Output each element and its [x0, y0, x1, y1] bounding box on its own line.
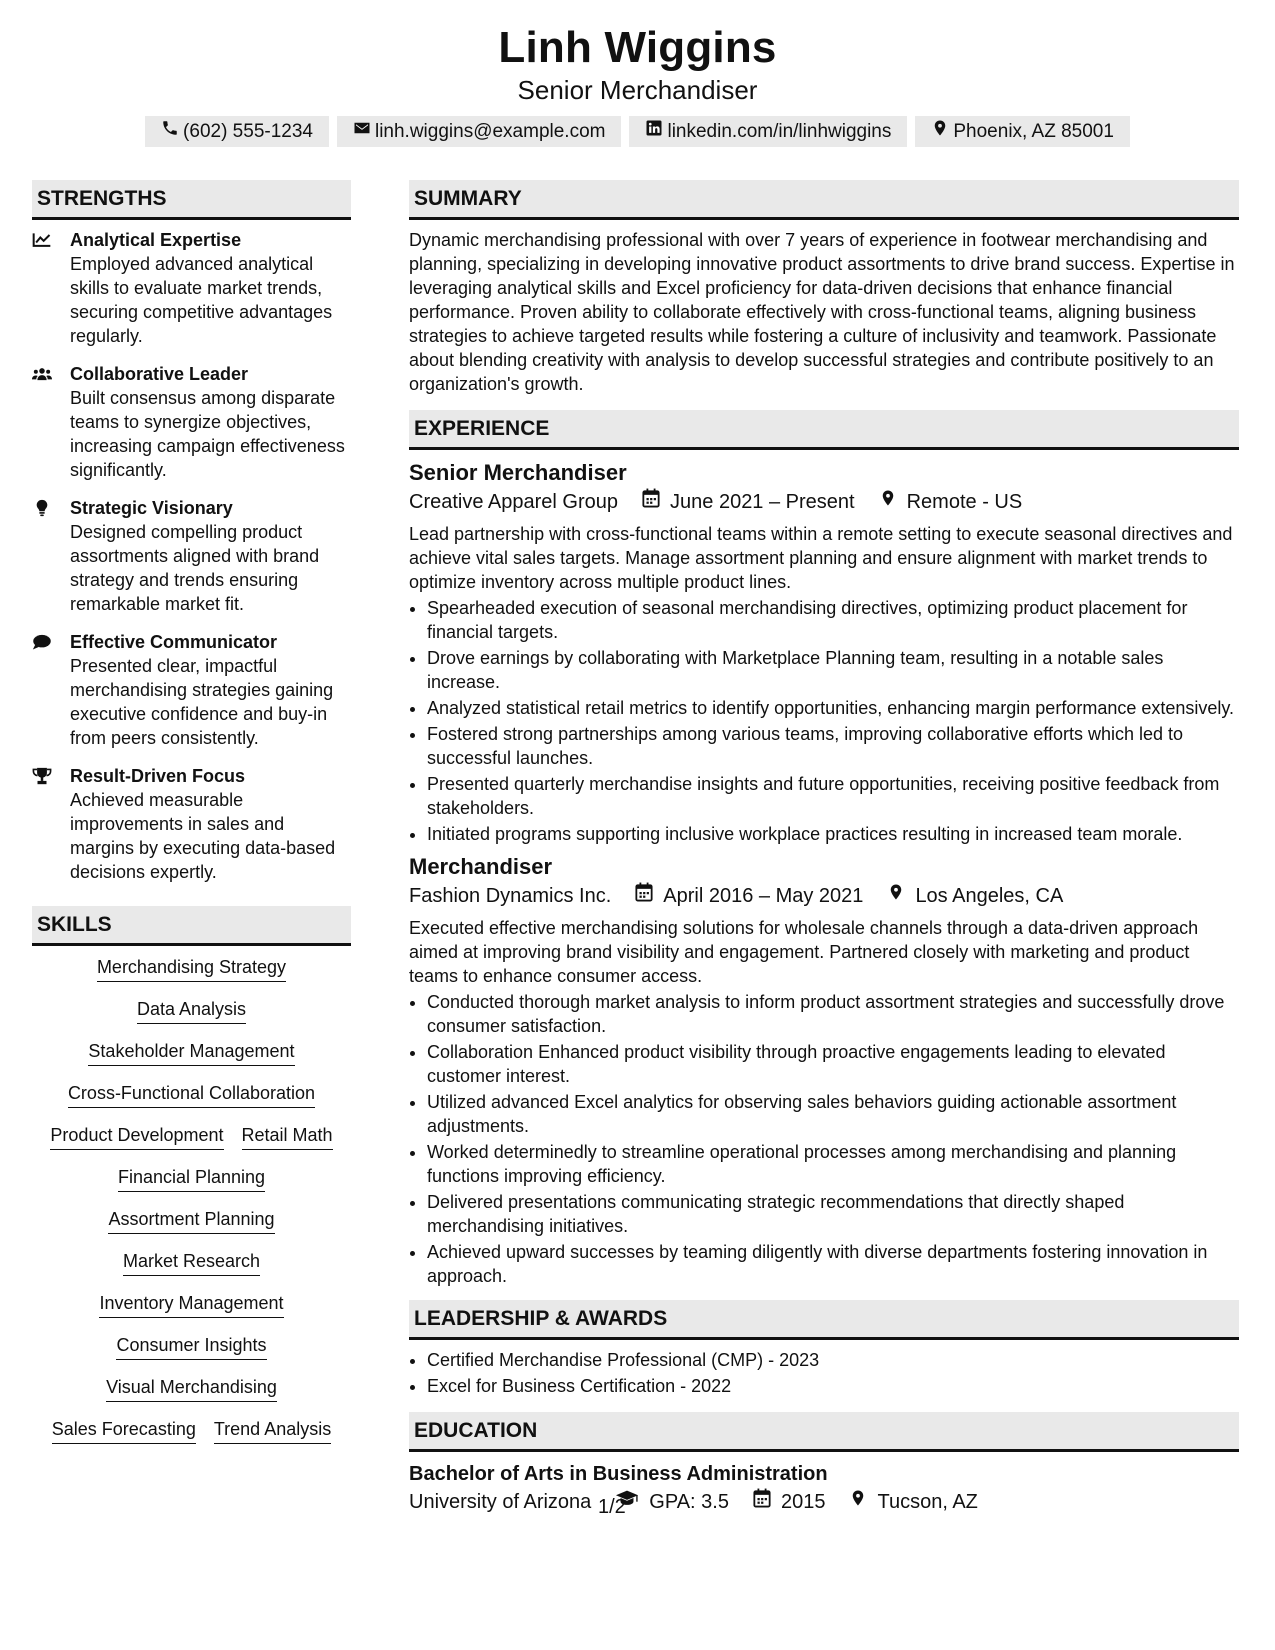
lightbulb-icon: [32, 496, 70, 616]
location-icon: [931, 119, 949, 144]
skill-tag: Market Research: [123, 1249, 260, 1276]
page-number: 1/2: [598, 1496, 626, 1518]
contact-location-text: Phoenix, AZ 85001: [953, 120, 1114, 142]
job-location: Los Angeles, CA: [915, 885, 1064, 907]
job-location: Remote - US: [906, 491, 1023, 513]
strength-description: Employed advanced analytical skills to evaluate market trends, securing competitive advantages regularly.: [70, 254, 333, 346]
calendar-icon: [753, 1488, 771, 1516]
chart-line-icon: [32, 228, 70, 348]
contact-bar: [0, 116, 1275, 147]
resume-header: [0, 0, 1275, 147]
strength-item: [32, 630, 351, 750]
speech-bubble-icon: [32, 630, 70, 750]
skill-tag: Inventory Management: [99, 1291, 283, 1318]
skill-tag: Stakeholder Management: [88, 1039, 294, 1066]
strength-title: Result-Driven Focus: [70, 766, 246, 786]
job-bullet: • Worked determinedly to streamline operational processes among merchandising and planning functions improving efficiency.: [427, 1140, 1239, 1188]
strength-title: Strategic Visionary: [70, 498, 233, 518]
skill-tag: Consumer Insights: [116, 1333, 266, 1360]
job-bullet: • Utilized advanced Excel analytics for observing sales behaviors guiding actionable assortment adjustments.: [427, 1090, 1239, 1138]
job-title: Senior Merchandiser: [409, 460, 627, 485]
strengths-heading: STRENGTHS: [32, 180, 351, 220]
job-title: Merchandiser: [409, 854, 553, 879]
skill-tag: Cross-Functional Collaboration: [68, 1081, 315, 1108]
contact-email[interactable]: [337, 116, 622, 147]
gpa: GPA: 3.5: [649, 1491, 729, 1513]
job-bullet: • Collaboration Enhanced product visibility through proactive engagements leading to elevated customer interest.: [427, 1040, 1239, 1088]
strength-item: [32, 496, 351, 616]
job-entry: [409, 852, 1239, 1288]
skills-list: [32, 955, 351, 1444]
candidate-name: Linh Wiggins: [498, 23, 777, 72]
award-item: • Excel for Business Certification - 2022: [427, 1374, 1239, 1398]
job-bullets: [409, 596, 1239, 846]
degree-title: Bachelor of Arts in Business Administration: [409, 1463, 828, 1485]
candidate-title: Senior Merchandiser: [517, 75, 758, 105]
strength-item: [32, 228, 351, 348]
award-item: • Certified Merchandise Professional (CMP) - 2023: [427, 1348, 1239, 1372]
job-bullet: • Achieved upward successes by teaming diligently with diverse departments fostering innovation in approach.: [427, 1240, 1239, 1288]
location-icon: [849, 1488, 867, 1516]
strength-item: [32, 764, 351, 884]
calendar-icon: [642, 488, 660, 516]
strength-title: Analytical Expertise: [70, 230, 242, 250]
strength-description: Achieved measurable improvements in sales and margins by executing data-based decisions expertly.: [70, 790, 336, 882]
experience-heading: EXPERIENCE: [409, 410, 1239, 450]
job-entry: [409, 458, 1239, 846]
location-icon: [887, 882, 905, 910]
contact-phone[interactable]: [145, 116, 329, 147]
strength-description: Designed compelling product assortments aligned with brand strategy and trends ensuring remarkable market fit.: [70, 522, 320, 614]
job-bullets: [409, 990, 1239, 1288]
skill-tag: Financial Planning: [118, 1165, 265, 1192]
skill-tag: Retail Math: [242, 1123, 333, 1150]
summary-text: Dynamic merchandising professional with over 7 years of experience in footwear merchandising and planning, specializing in developing innovative product assortments to drive brand success. Expertise in leveraging analytical skills and Excel proficiency for data-driven decisions that enhance financial performance. Proven ability to collaborate effectively with cross-functional teams, aligning business strategies to achieve targeted results while fostering a culture of inclusivity and teamwork. Passionate about blending creativity with analysis to develop successful strategies and contribute positively to an organization's growth.: [409, 230, 1235, 394]
graduation-year: 2015: [780, 1491, 826, 1513]
strength-title: Effective Communicator: [70, 632, 278, 652]
phone-icon: [161, 119, 179, 144]
skills-heading: SKILLS: [32, 906, 351, 946]
contact-linkedin-text: linkedin.com/in/linhwiggins: [667, 120, 892, 142]
strength-description: Built consensus among disparate teams to synergize objectives, increasing campaign effectiveness significantly.: [70, 388, 345, 480]
job-bullet: • Spearheaded execution of seasonal merchandising directives, optimizing product placement for financial targets.: [427, 596, 1239, 644]
job-bullet: • Delivered presentations communicating strategic recommendations that directly shaped merchandising initiatives.: [427, 1190, 1239, 1238]
job-dates: June 2021 – Present: [670, 491, 855, 513]
job-meta: [409, 882, 1239, 910]
contact-phone-text: (602) 555-1234: [183, 120, 313, 142]
job-bullet: • Presented quarterly merchandise insights and future opportunities, receiving positive feedback from stakeholders.: [427, 772, 1239, 820]
awards-list: [409, 1348, 1239, 1398]
job-bullet: • Conducted thorough market analysis to inform product assortment strategies and successfully drove consumer satisfaction.: [427, 990, 1239, 1038]
job-bullet: • Analyzed statistical retail metrics to identify opportunities, enhancing margin performance extensively.: [427, 696, 1239, 720]
right-column: [409, 180, 1239, 1522]
calendar-icon: [635, 882, 653, 910]
job-dates: April 2016 – May 2021: [663, 885, 864, 907]
education-heading: EDUCATION: [409, 1412, 1239, 1452]
education-meta: [409, 1488, 1239, 1516]
skill-tag: Merchandising Strategy: [97, 955, 286, 982]
job-bullet: • Fostered strong partnerships among various teams, improving collaborative efforts which led to successful launches.: [427, 722, 1239, 770]
summary-heading: SUMMARY: [409, 180, 1239, 220]
skill-tag: Data Analysis: [137, 997, 246, 1024]
company-name: Fashion Dynamics Inc.: [409, 885, 612, 907]
awards-heading: LEADERSHIP & AWARDS: [409, 1300, 1239, 1340]
skill-tag: Product Development: [50, 1123, 223, 1150]
job-bullet: • Initiated programs supporting inclusive workplace practices resulting in increased team morale.: [427, 822, 1239, 846]
strength-title: Collaborative Leader: [70, 364, 249, 384]
strength-item: [32, 362, 351, 482]
contact-email-text: linh.wiggins@example.com: [374, 120, 606, 142]
job-bullet: • Drove earnings by collaborating with Marketplace Planning team, resulting in a notable sales increase.: [427, 646, 1239, 694]
email-icon: [353, 119, 371, 144]
job-description: Lead partnership with cross-functional teams within a remote setting to execute seasonal directives and achieve vital sales targets. Manage assortment planning and ensure alignment with market trends to optimize inventory across multiple product lines.: [409, 524, 1233, 592]
contact-linkedin[interactable]: [629, 116, 907, 147]
skill-tag: Trend Analysis: [214, 1417, 331, 1444]
skill-tag: Assortment Planning: [108, 1207, 274, 1234]
trophy-icon: [32, 764, 70, 884]
linkedin-icon: [645, 119, 663, 144]
left-column: [32, 180, 351, 1522]
company-name: Creative Apparel Group: [409, 491, 619, 513]
education-location: Tucson, AZ: [877, 1491, 978, 1513]
users-icon: [32, 362, 70, 482]
contact-location: [915, 116, 1130, 147]
school-name: University of Arizona: [409, 1491, 592, 1513]
location-icon: [879, 488, 897, 516]
skill-tag: Visual Merchandising: [106, 1375, 277, 1402]
job-description: Executed effective merchandising solutions for wholesale channels through a data-driven approach aimed at improving brand visibility and engagement. Partnered closely with marketing and product teams to enhance consumer access.: [409, 918, 1199, 986]
job-meta: [409, 488, 1239, 516]
skill-tag: Sales Forecasting: [52, 1417, 196, 1444]
strength-description: Presented clear, impactful merchandising strategies gaining executive confidence and buy-in from peers consistently.: [70, 656, 334, 748]
